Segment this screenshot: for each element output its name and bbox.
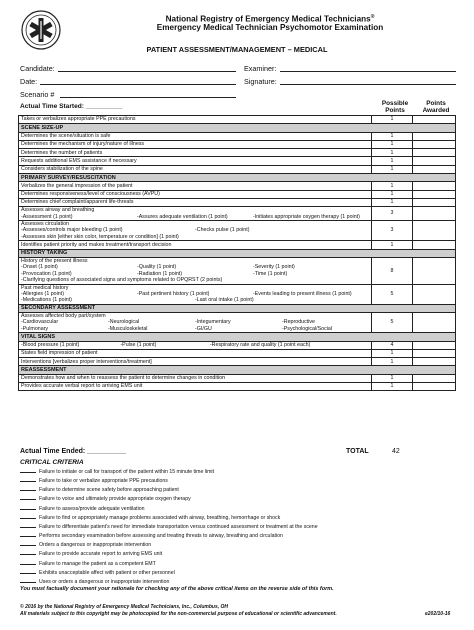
section-title: REASSESSMENT [19,366,456,374]
points-awarded-input[interactable] [413,132,456,140]
possible-points: 1 [372,358,413,366]
criteria-cell: Demonstrates how and when to reassess the patient to determine changes in condition [19,374,372,382]
critical-item [20,577,460,586]
critical-item [20,540,460,549]
criteria-cell: States field impression of patient [19,349,372,357]
critical-criteria-title: CRITICAL CRITERIA [20,459,84,466]
scenario-field[interactable] [60,97,236,98]
critical-item [20,559,460,568]
critical-item-text: Uses or orders a dangerous or inappropriate intervention [39,578,170,585]
criteria-subitem: -Reproductive [282,319,315,326]
critical-item [20,531,460,540]
critical-item-text: Failure to initiate or call for transport of the patient within 15 minute time limit [39,469,215,475]
possible-points: 5 [372,313,413,333]
critical-item-text: Failure to find or appropriately manage problems associated with airway, breathing, hemorrhage or shock [39,514,281,521]
criteria-subitem: Assesses airway and breathing [21,207,95,214]
possible-points: 1 [372,241,413,249]
form-title: PATIENT ASSESSMENT/MANAGEMENT – MEDICAL [146,45,328,54]
criteria-cell: Verbalizes the general impression of the patient [19,182,372,190]
criteria-cell: Interventions [verbalizes proper interventions/treatment] [19,358,372,366]
section-header-row [19,249,456,257]
critical-item [20,485,460,494]
possible-points: 3 [372,221,413,241]
vitals-subitem: -Respiratory rate and quality (1 point each) [209,341,311,348]
criteria-subitem: -Musculoskeletal [108,325,148,332]
points-awarded-input[interactable] [413,165,456,173]
criteria-subitem: -Assesses/controls major bleeding (1 point) [21,227,123,234]
possible-points: 1 [372,165,413,173]
possible-points: 5 [372,284,413,304]
possible-points: 1 [372,157,413,165]
points-awarded-input[interactable] [413,221,456,241]
criteria-subitem: -Assures adequate ventilation (1 point) [137,213,228,220]
form-number: e202/10-16 [425,611,451,617]
criteria-subitem: -Cardiovascular [21,319,59,326]
criteria-cell: Determines chief complaint/apparent life-threats [19,198,372,206]
criteria-subitem: -Provocation (1 point) [21,270,72,277]
critical-checkbox-blank[interactable] [20,540,36,546]
criteria-cell [19,284,372,304]
exam-name: Emergency Medical Technician Psychomotor Examination [156,23,384,32]
criteria-cell: Identifies patient priority and makes treatment/transport decision [19,241,372,249]
criteria-subitem: -Assessment (1 point) [21,213,73,220]
points-awarded-input[interactable] [413,190,456,198]
critical-checkbox-blank[interactable] [20,513,36,519]
critical-checkbox-blank[interactable] [20,559,36,565]
criteria-cell: Requests additional EMS assistance if necessary [19,157,372,165]
table-row [19,190,456,198]
criteria-subitem: -Neurological [108,319,140,326]
table-row [19,165,456,173]
criteria-subitem: -Severity (1 point) [253,264,295,271]
possible-points-header: Possible Points [381,100,409,114]
critical-item-text: Failure to differentiate patient's need for immediate transportation versus continued assessment or treatment at the scene [39,523,318,530]
criteria-subitem: Assesses affected body part/system [21,313,106,320]
criteria-subitem: -Events leading to present illness (1 point) [253,290,352,297]
criteria-subitem: -Past pertinent history (1 point) [137,290,210,297]
table-row [19,132,456,140]
section-title: SECONDARY ASSESSMENT [19,304,456,312]
table-row [19,157,456,165]
critical-checkbox-blank[interactable] [20,522,36,528]
points-awarded-input[interactable] [413,157,456,165]
critical-checkbox-blank[interactable] [20,531,36,537]
critical-item-text: Failure to determine scene safety before approaching patient [39,487,179,494]
points-awarded-header: Points Awarded [422,100,450,114]
table-row [19,374,456,382]
candidate-label: Candidate: [20,64,55,73]
critical-criteria-list [20,467,460,586]
criteria-line [21,326,369,332]
criteria-subitem: -Allergies (1 point) [21,290,64,297]
criteria-subitem: Past medical history [21,284,69,291]
critical-checkbox-blank[interactable] [20,504,36,510]
points-awarded-input[interactable] [413,349,456,357]
section-title: PRIMARY SURVEY/RESUSCITATION [19,174,456,182]
possible-points: 1 [372,149,413,157]
vitals-subitem: -Pulse (1 point) [120,341,157,348]
critical-checkbox-blank[interactable] [20,549,36,555]
critical-item-text: Failure to manage the patient as a competent EMT [39,560,156,567]
criteria-subitem: -Last oral intake (1 point) [195,297,254,304]
criteria-subitem: -Time (1 point) [253,270,288,277]
critical-item [20,504,460,513]
critical-item [20,513,460,522]
table-row [19,149,456,157]
signature-field[interactable] [280,84,456,85]
date-label: Date: [20,77,38,86]
criteria-cell: Takes or verbalizes appropriate PPE precautions [19,116,372,124]
section-header-row [19,333,456,341]
points-awarded-input[interactable] [413,140,456,148]
criteria-cell: Determines the mechanism of injury/nature of illness [19,140,372,148]
possible-points: 1 [372,140,413,148]
table-row [19,358,456,366]
points-awarded-input[interactable] [413,149,456,157]
critical-item-text: Failure to provide accurate report to arriving EMS unit [39,551,163,558]
points-awarded-input[interactable] [413,313,456,333]
table-row [19,284,456,304]
critical-checkbox-blank[interactable] [20,494,36,500]
criteria-subitem: History of the present illness [21,257,88,264]
criteria-cell [19,341,372,349]
points-awarded-input[interactable] [413,182,456,190]
possible-points: 1 [372,349,413,357]
time-ended: Actual Time Ended: __________ [20,448,127,455]
possible-points: 1 [372,374,413,382]
section-title: HISTORY TAKING [19,249,456,257]
points-awarded-input[interactable] [413,116,456,124]
criteria-subitem: -Quality (1 point) [137,264,177,271]
section-header-row [19,366,456,374]
table-row [19,257,456,284]
points-awarded-input[interactable] [413,207,456,221]
criteria-subitem: -Assesses skin [either skin color, temperature or condition] (1 point) [21,233,179,240]
table-row [19,383,456,391]
critical-item [20,467,460,476]
critical-item-text: Performs secondary examination before assessing and treating threats to airway, breathing and circulation [39,533,283,540]
criteria-cell: Determines the number of patients [19,149,372,157]
table-row [19,198,456,206]
table-row [19,313,456,333]
criteria-line [21,234,369,240]
criteria-subitem: -Clarifying questions of associated signs and symptoms related to OPQRST (2 points) [21,277,223,284]
criteria-subitem: -Radiation (1 point) [137,270,183,277]
total-value: 42 [392,448,400,455]
criteria-cell: Considers stabilization of the spine [19,165,372,173]
criteria-subitem: -Integumentary [195,319,231,326]
examiner-label: Examiner: [244,64,277,73]
possible-points: 1 [372,198,413,206]
possible-points: 4 [372,341,413,349]
table-row [19,207,456,221]
critical-item [20,494,460,503]
candidate-field[interactable] [58,71,236,72]
points-awarded-input[interactable] [413,241,456,249]
critical-item [20,476,460,485]
possible-points: 3 [372,207,413,221]
criteria-cell [19,257,372,284]
possible-points: 1 [372,182,413,190]
possible-points: 1 [372,116,413,124]
critical-item-text: Exhibits unacceptable affect with patient or other personnel [39,569,175,576]
criteria-subitem: -Onset (1 point) [21,264,58,271]
points-awarded-input[interactable] [413,374,456,382]
table-row [19,221,456,241]
critical-item-text: Failure to take or verbalize appropriate PPE precautions [39,478,168,485]
points-awarded-input[interactable] [413,257,456,284]
table-row [19,241,456,249]
possible-points: 1 [372,132,413,140]
total-label: TOTAL [346,448,369,455]
critical-checkbox-blank[interactable] [20,467,36,473]
scenario-label: Scenario # [20,90,55,99]
section-header-row [19,174,456,182]
nremt-logo [21,10,61,50]
time-started: Actual Time Started: __________ [20,103,123,110]
criteria-subitem: -Initiates appropriate oxygen therapy (1 point) [253,213,360,220]
criteria-cell [19,313,372,333]
points-awarded-input[interactable] [413,358,456,366]
table-row [19,140,456,148]
criteria-subitem: -Medications (1 point) [21,297,72,304]
signature-label: Signature: [244,77,277,86]
assessment-table [18,115,456,391]
criteria-subitem: Assesses circulation [21,221,69,228]
section-header-row [19,304,456,312]
critical-item-text: Failure to voice and ultimately provide appropriate oxygen therapy [39,496,191,503]
rights-statement: All materials subject to this copyright may be photocopied for the non-commercial purpose of educational or scientific advancement. [20,611,337,617]
critical-checkbox-blank[interactable] [20,568,36,574]
table-row [19,341,456,349]
critical-checkbox-blank[interactable] [20,577,36,583]
points-awarded-input[interactable] [413,383,456,391]
possible-points: 1 [372,190,413,198]
criteria-subitem: -Pulmonary [21,325,49,332]
criteria-cell [19,207,372,221]
points-awarded-input[interactable] [413,198,456,206]
table-row [19,182,456,190]
vitals-subitem: -Blood pressure (1 point) [21,341,80,348]
criteria-line [21,214,369,220]
possible-points: 1 [372,383,413,391]
rationale-note: You must factually document your rationale for checking any of the above critical items on the reverse side of this form. [20,586,334,592]
criteria-subitem: -Checks pulse (1 point) [195,227,250,234]
table-row [19,116,456,124]
criteria-line [21,297,369,303]
critical-checkbox-blank[interactable] [20,485,36,491]
critical-item [20,568,460,577]
section-title: SCENE SIZE-UP [19,124,456,132]
criteria-cell: Provides accurate verbal report to arriving EMS unit [19,383,372,391]
criteria-cell: Determines the scene/situation is safe [19,132,372,140]
critical-item-text: Orders a dangerous or inappropriate intervention [39,542,152,549]
possible-points: 8 [372,257,413,284]
section-header-row [19,124,456,132]
criteria-cell: Determines responsiveness/level of consciousness (AVPU) [19,190,372,198]
critical-item [20,549,460,558]
criteria-line [21,277,369,283]
critical-item [20,522,460,531]
critical-checkbox-blank[interactable] [20,476,36,482]
table-row [19,349,456,357]
critical-item-text: Failure to assess/provide adequate ventilation [39,505,145,512]
points-awarded-input[interactable] [413,341,456,349]
date-field[interactable] [40,84,236,85]
criteria-subitem: -Psychological/Social [282,325,333,332]
examiner-field[interactable] [280,71,456,72]
criteria-cell [19,221,372,241]
vitals-line [21,342,369,348]
section-title: VITAL SIGNS [19,333,456,341]
points-awarded-input[interactable] [413,284,456,304]
copyright: © 2016 by the National Registry of Emergency Medical Technicians, Inc., Columbus, OH [20,604,228,610]
criteria-subitem: -GI/GU [195,325,212,332]
org-name: National Registry of Emergency Medical Technicians® [165,14,375,24]
